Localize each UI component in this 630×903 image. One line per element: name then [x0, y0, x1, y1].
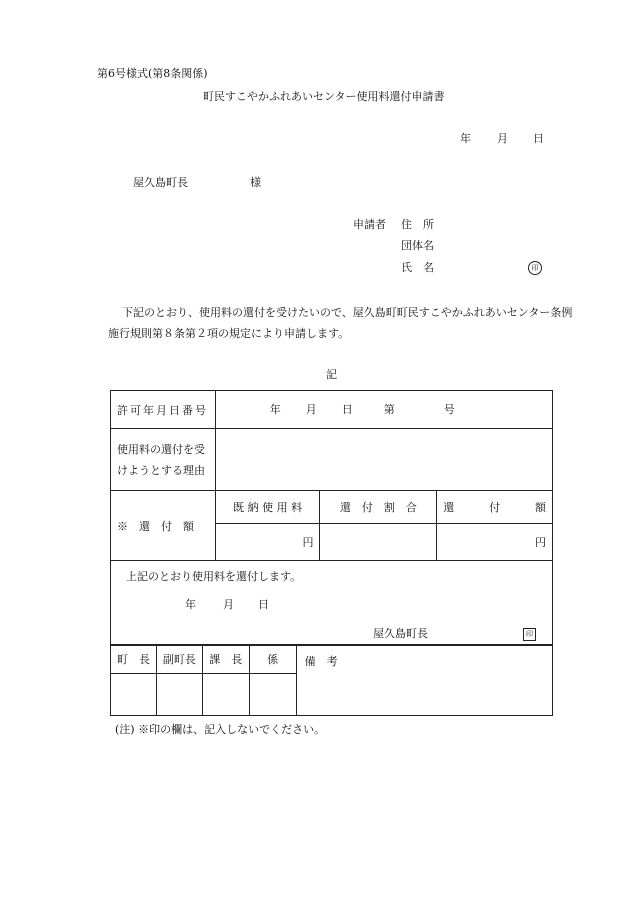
permit-month: 月 [305, 402, 317, 416]
paid-fee-cell[interactable] [215, 524, 320, 561]
refund-rate-header: 還 付 割 合 [320, 491, 437, 524]
section-mark: 記 [326, 368, 337, 381]
notice-text: 上記のとおり使用料を還付します。 [126, 570, 302, 583]
staff-stamp-cell[interactable] [249, 674, 296, 716]
approval-notice-row [111, 561, 553, 646]
footnote: (注) ※印の欄は、記入しないでください。 [115, 723, 326, 736]
group-name-label: 団体名 [401, 239, 434, 252]
date-year-label: 年 [460, 132, 471, 145]
application-table [110, 390, 553, 646]
paid-fee-header: 既 納 使 用 料 [215, 491, 320, 524]
mayor-stamp-cell[interactable] [111, 674, 157, 716]
notice-year: 年 [185, 598, 196, 611]
refund-header-row [111, 491, 553, 524]
mayor-stamp-header: 町 長 [111, 645, 157, 674]
remarks-label: 備 考 [304, 655, 338, 668]
mayor-seal-mark: 印 [523, 627, 536, 641]
refund-amount-yen-unit: 円 [535, 536, 546, 549]
approval-header-row [111, 645, 553, 674]
applicant-seal-mark: 印 [528, 261, 542, 275]
permit-year: 年 [269, 402, 281, 416]
refund-rate-cell[interactable] [320, 524, 437, 561]
staff-stamp-header: 係 [249, 645, 296, 674]
permit-value-cell[interactable] [215, 391, 552, 429]
date-day-label: 日 [533, 132, 544, 145]
reason-label-line-1: 使用料の還付を受 [117, 442, 205, 456]
section-chief-stamp-header: 課 長 [202, 645, 249, 674]
refund-amount-header-c: 額 [535, 501, 546, 514]
reason-value-cell[interactable] [215, 429, 552, 491]
addressee-honorific: 様 [250, 176, 261, 189]
deputy-mayor-stamp-header: 副町長 [156, 645, 202, 674]
permit-label: 許可年月日番号 [111, 391, 216, 429]
permit-dai: 第 [383, 402, 395, 416]
notice-month: 月 [223, 598, 234, 611]
date-month-label: 月 [497, 132, 508, 145]
permit-go: 号 [443, 402, 455, 416]
remarks-cell[interactable] [296, 645, 552, 716]
refund-amount-header-b: 付 [489, 501, 501, 514]
form-number: 第6号様式(第8条関係) [97, 67, 208, 80]
deputy-mayor-stamp-cell[interactable] [156, 674, 202, 716]
reason-label-line-2: けようとする理由 [117, 463, 205, 477]
permit-day: 日 [341, 402, 353, 416]
paid-fee-yen-unit: 円 [302, 536, 314, 549]
notice-day: 日 [258, 598, 269, 611]
document-title: 町民すこやかふれあいセンター使用料還付申請書 [203, 90, 445, 103]
reason-row [111, 429, 553, 491]
permit-row [111, 391, 553, 429]
refund-amount-header [437, 491, 553, 524]
approval-notice-cell [111, 561, 553, 646]
addressee-name: 屋久島町長 [133, 176, 188, 189]
refund-amount-label: ※ 還 付 額 [111, 491, 216, 561]
notice-mayor: 屋久島町長 [373, 627, 428, 640]
reason-label [111, 429, 216, 491]
applicant-label: 申請者 [353, 218, 386, 231]
address-label: 住 所 [401, 218, 434, 231]
refund-amount-header-a: 還 [443, 501, 455, 514]
refund-amount-cell[interactable] [437, 524, 553, 561]
approval-stamp-table [110, 644, 553, 716]
section-chief-stamp-cell[interactable] [202, 674, 249, 716]
name-label: 氏 名 [401, 261, 434, 274]
request-paragraph: 下記のとおり、使用料の還付を受けたいので、屋久島町町民すこやかふれあいセンター条例施行規則第８条第２項の規定により申請します。 [108, 306, 573, 340]
